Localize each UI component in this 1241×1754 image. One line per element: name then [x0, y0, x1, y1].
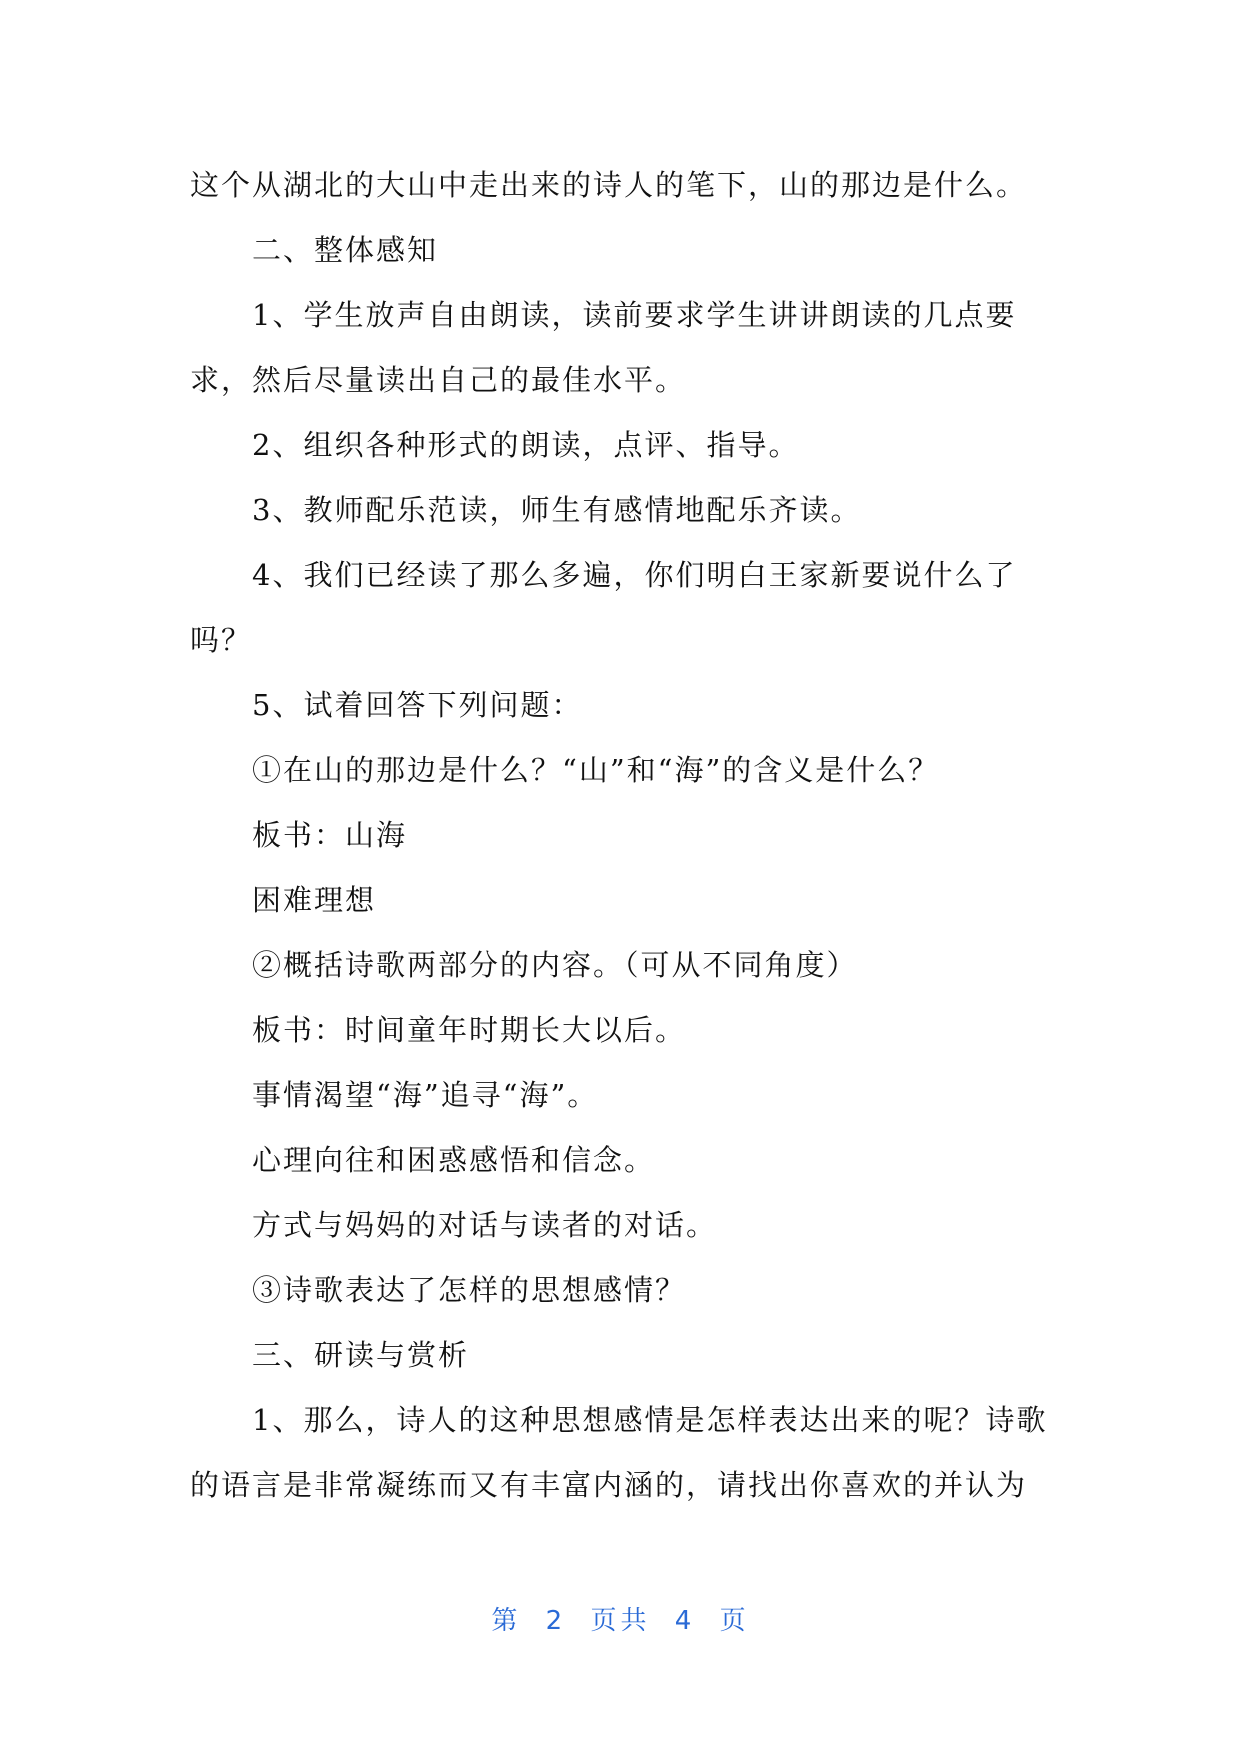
paragraph-12: 事情渴望“海”追寻“海”。 [252, 1078, 599, 1112]
paragraph-14: 方式与妈妈的对话与读者的对话。 [252, 1208, 718, 1242]
paragraph-13: 心理向往和困惑感悟和信念。 [252, 1143, 656, 1177]
paragraph-5: 4、我们已经读了那么多遍，你们明白王家新要说什么了吗？ [190, 558, 1017, 657]
section-heading-2: 二、整体感知 [252, 233, 439, 267]
paragraph-4: 3、教师配乐范读，师生有感情地配乐齐读。 [252, 493, 862, 527]
footer-total-pages: 4 [674, 1606, 696, 1636]
paragraph-10: ②概括诗歌两部分的内容。（可从不同角度） [252, 948, 858, 982]
footer-middle: 页共 [590, 1606, 651, 1636]
paragraph-9: 困难理想 [252, 883, 377, 917]
paragraph-11: 板书：时间童年时期长大以后。 [252, 1013, 687, 1047]
paragraph-7: ①在山的那边是什么？“山”和“海”的含义是什么？ [252, 753, 940, 787]
document-body [190, 153, 1070, 1518]
footer-suffix: 页 [719, 1606, 750, 1636]
paragraph-6: 5、试着回答下列问题： [252, 688, 583, 722]
page-footer [0, 1600, 1241, 1637]
paragraph-3: 2、组织各种形式的朗读，点评、指导。 [252, 428, 800, 462]
paragraph-15: ③诗歌表达了怎样的思想感情？ [252, 1273, 687, 1307]
paragraph-0: 这个从湖北的大山中走出来的诗人的笔下，山的那边是什么。 [190, 168, 1028, 202]
paragraph-2: 1、学生放声自由朗读，读前要求学生讲讲朗读的几点要求，然后尽量读出自己的最佳水平。 [190, 298, 1017, 397]
paragraph-17: 1、那么，诗人的这种思想感情是怎样表达出来的呢？诗歌的语言是非常凝练而又有丰富内涵的，请找出你喜欢的并认为 [190, 1403, 1048, 1502]
footer-prefix: 第 [491, 1606, 522, 1636]
footer-current-page: 2 [545, 1606, 567, 1636]
paragraph-8: 板书：山海 [252, 818, 408, 852]
section-heading-3: 三、研读与赏析 [252, 1338, 470, 1372]
